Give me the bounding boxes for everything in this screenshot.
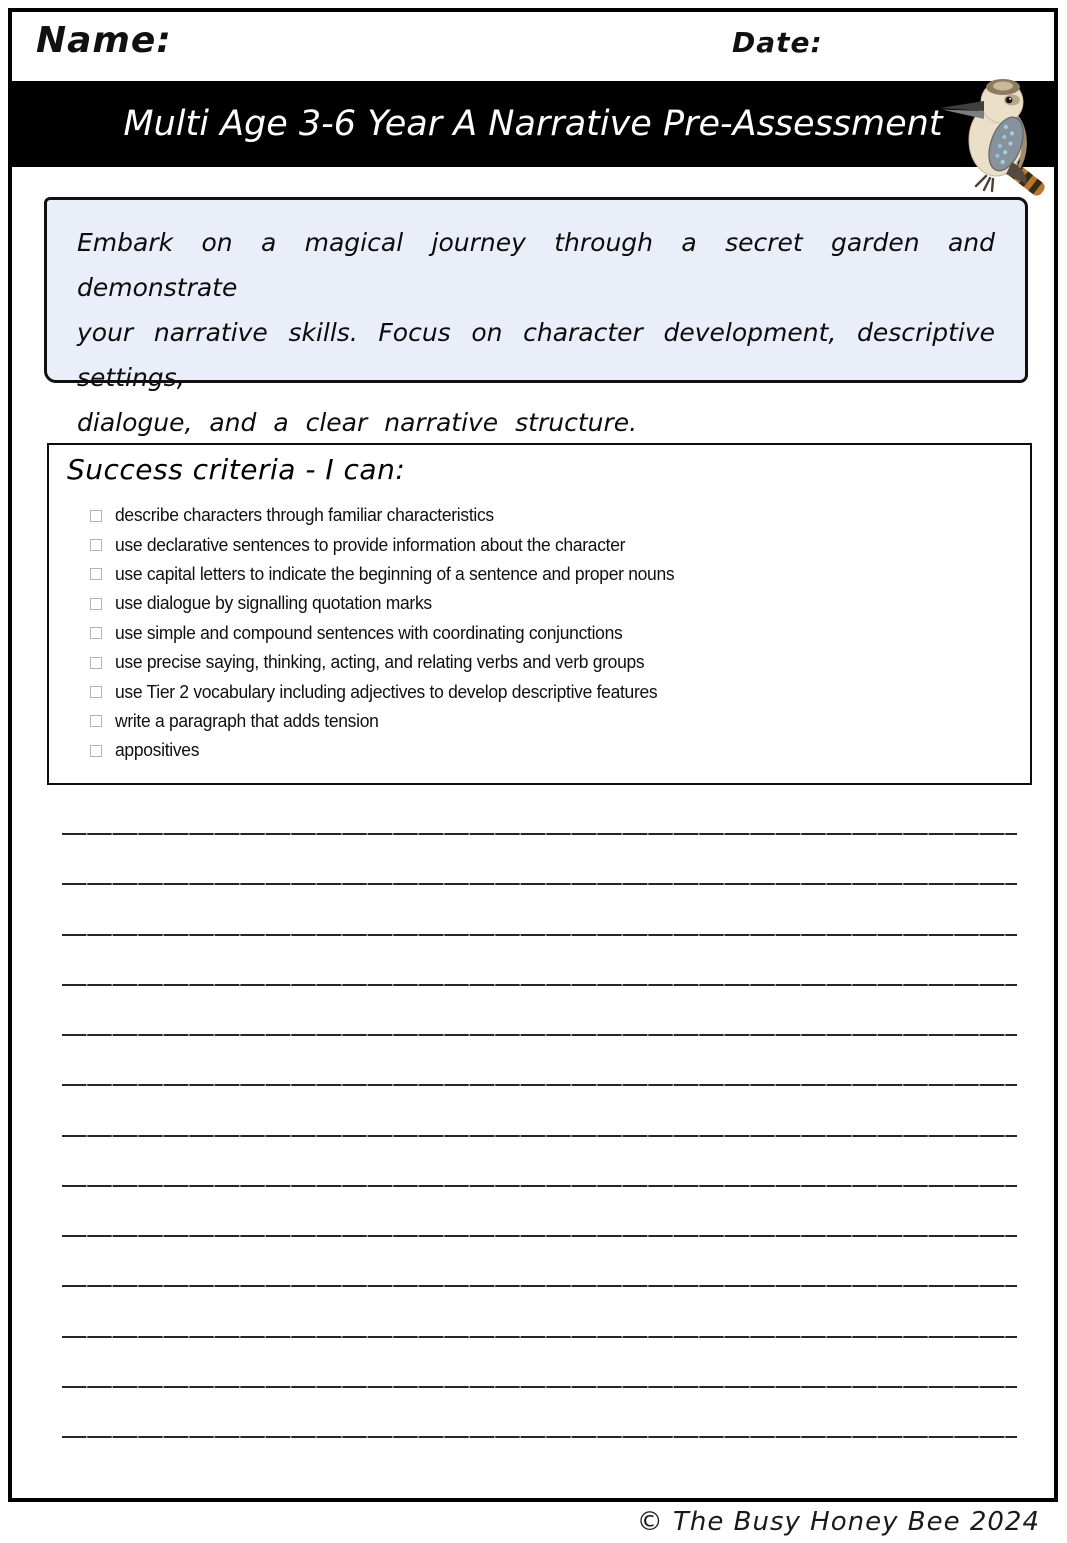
success-criteria-heading: Success criteria - I can: (67, 453, 406, 486)
criteria-item (90, 530, 1010, 559)
writing-line[interactable] (62, 1135, 1017, 1137)
name-field-label: Name: (36, 20, 172, 61)
writing-line[interactable] (62, 1084, 1017, 1086)
date-field-label: Date: (732, 26, 823, 59)
writing-line[interactable] (62, 1336, 1017, 1338)
criteria-item-label: use simple and compound sentences with coordinating conjunctions (115, 622, 623, 643)
criteria-item (90, 589, 1010, 618)
checkbox-icon[interactable] (90, 510, 102, 522)
checkbox-icon[interactable] (90, 539, 102, 551)
page-title: Multi Age 3-6 Year A Narrative Pre-Assessment (123, 104, 943, 144)
criteria-item (90, 707, 1010, 736)
writing-line[interactable] (62, 833, 1017, 835)
criteria-item-label: describe characters through familiar characteristics (115, 505, 494, 526)
writing-line[interactable] (62, 1235, 1017, 1237)
criteria-item-label: use declarative sentences to provide information about the character (115, 534, 626, 555)
criteria-item-label: write a paragraph that adds tension (115, 710, 379, 731)
instruction-box (44, 197, 1028, 437)
criteria-item-label: use precise saying, thinking, acting, and relating verbs and verb groups (115, 652, 645, 673)
footer-copyright: © The Busy Honey Bee 2024 (636, 1507, 1040, 1537)
writing-line[interactable] (62, 934, 1017, 936)
criteria-item-label: use capital letters to indicate the beginning of a sentence and proper nouns (115, 563, 675, 584)
checkbox-icon[interactable] (90, 627, 102, 639)
checkbox-icon[interactable] (90, 598, 102, 610)
criteria-item (90, 648, 1010, 677)
criteria-item-label: use Tier 2 vocabulary including adjectives to develop descriptive features (115, 681, 658, 702)
writing-line[interactable] (62, 1436, 1017, 1438)
checkbox-icon[interactable] (90, 715, 102, 727)
instruction-text-line: Embark on a magical journey through a secret garden and demonstrate (77, 228, 995, 302)
checkbox-icon[interactable] (90, 568, 102, 580)
writing-line[interactable] (62, 1386, 1017, 1388)
instruction-text-line: your narrative skills. Focus on character development, descriptive settings, (77, 318, 995, 392)
checkbox-icon[interactable] (90, 745, 102, 757)
criteria-item (90, 560, 1010, 589)
checkbox-icon[interactable] (90, 686, 102, 698)
writing-line[interactable] (62, 1034, 1017, 1036)
success-criteria-box (47, 443, 1032, 785)
criteria-item-label: appositives (115, 740, 200, 761)
title-banner (12, 81, 1054, 167)
success-criteria-list (90, 501, 1010, 766)
criteria-item (90, 736, 1010, 765)
instruction-text-line: dialogue, and a clear narrative structure. (77, 408, 638, 437)
writing-line[interactable] (62, 1185, 1017, 1187)
checkbox-icon[interactable] (90, 657, 102, 669)
criteria-item (90, 501, 1010, 530)
kookaburra-icon (936, 78, 1064, 198)
writing-line[interactable] (62, 883, 1017, 885)
criteria-item (90, 677, 1010, 706)
writing-line[interactable] (62, 984, 1017, 986)
criteria-item-label: use dialogue by signalling quotation marks (115, 593, 432, 614)
criteria-item (90, 619, 1010, 648)
writing-line[interactable] (62, 1285, 1017, 1287)
